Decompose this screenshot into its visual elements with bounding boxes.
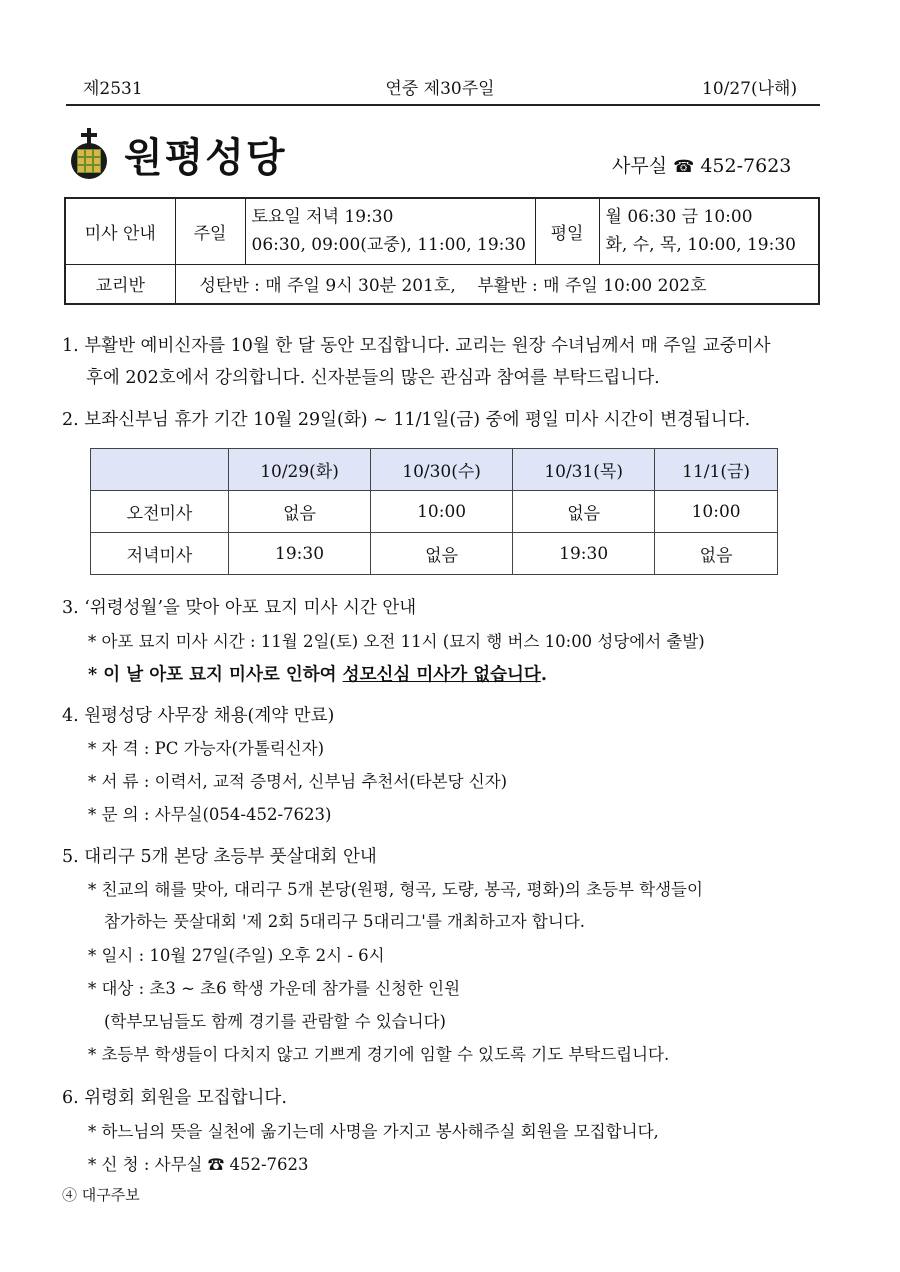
notice-3-sub2-period: . — [540, 665, 547, 685]
notice-3-sub2-underlined: 성모신심 미사가 없습니다 — [342, 665, 541, 685]
notice-3-sub1: * 아포 묘지 미사 시간 : 11월 2일(토) 오전 11시 (묘지 행 버스 10:00 성당에서 출발) — [88, 632, 705, 651]
vacation-table-header: 10/30(수) — [371, 449, 513, 491]
table-cell: 없음 — [229, 491, 371, 533]
notice-6-sub1: * 하느님의 뜻을 실천에 옮기는데 사명을 가지고 봉사해주실 회원을 모집합니다, — [88, 1122, 659, 1141]
notice-6-sub2 — [88, 1150, 309, 1180]
vacation-table-header: 11/1(금) — [655, 449, 778, 491]
table-cell: 없음 — [371, 533, 513, 575]
sunday-label: 주일 — [175, 198, 245, 264]
notice-3-sub2-text: * 이 날 아포 묘지 미사로 인하여 — [88, 665, 343, 685]
office-label: 사무실 — [612, 155, 668, 177]
telephone-icon: ☎ — [673, 157, 695, 177]
issue-number: 제2531 — [83, 79, 143, 99]
table-cell: 19:30 — [513, 533, 655, 575]
weekday-times-line1: 월 06:30 금 10:00 — [605, 207, 753, 228]
notice-1-line1: 1. 부활반 예비신자를 10월 한 달 동안 모집합니다. 교리는 원장 수녀님께서 매 주일 교중미사 — [62, 336, 771, 356]
vacation-table-corner — [91, 449, 229, 491]
table-cell: 19:30 — [229, 533, 371, 575]
sunday-times-line2: 06:30, 09:00(교중), 11:00, 19:30 — [251, 235, 526, 256]
notice-3: 3. ‘위령성월’을 맞아 아포 묘지 미사 시간 안내 — [62, 598, 417, 618]
notice-5-sub3b: (학부모님들도 함께 경기를 관람할 수 있습니다) — [104, 1012, 446, 1031]
notice-6-sub2-text: * 신 청 : 사무실 — [88, 1155, 208, 1174]
table-cell: 저녁미사 — [91, 533, 229, 575]
office-contact — [612, 151, 791, 178]
weekday-times — [599, 198, 819, 264]
church-name-title: 원평성당 — [124, 135, 287, 181]
vacation-table-header: 10/31(목) — [513, 449, 655, 491]
vacation-table-header: 10/29(화) — [229, 449, 371, 491]
table-cell: 없음 — [513, 491, 655, 533]
notice-3-sub2 — [88, 660, 547, 690]
table-row — [91, 533, 778, 575]
notice-4-sub1: * 자 격 : PC 가능자(가톨릭신자) — [88, 739, 325, 758]
telephone-icon: ☎ — [207, 1155, 225, 1174]
issue-date: 10/27(나해) — [702, 79, 798, 99]
table-cell: 없음 — [655, 533, 778, 575]
notice-5: 5. 대리구 5개 본당 초등부 풋살대회 안내 — [62, 847, 377, 867]
weekday-times-line2: 화, 수, 목, 10:00, 19:30 — [605, 235, 796, 256]
notice-6: 6. 위령회 회원을 모집합니다. — [62, 1088, 287, 1108]
notice-5-sub1b: 참가하는 풋살대회 '제 2회 5대리구 5대리그'를 개최하고자 합니다. — [104, 912, 585, 931]
mass-schedule-table — [64, 197, 820, 305]
notice-4-sub3: * 문 의 : 사무실(054-452-7623) — [88, 805, 332, 824]
sunday-times-line1: 토요일 저녁 19:30 — [251, 207, 394, 228]
liturgical-week: 연중 제30주일 — [385, 79, 495, 99]
notice-5-sub1: * 친교의 해를 맞아, 대리구 5개 본당(원평, 형곡, 도량, 봉곡, 평화)의 초등부 학생들이 — [88, 880, 703, 899]
office-phone: 452-7623 — [700, 155, 792, 177]
table-cell: 10:00 — [655, 491, 778, 533]
table-cell: 10:00 — [371, 491, 513, 533]
notice-4: 4. 원평성당 사무장 채용(계약 만료) — [62, 706, 335, 726]
notice-5-sub4: * 초등부 학생들이 다치지 않고 기쁘게 경기에 임할 수 있도록 기도 부탁드립니다. — [88, 1045, 670, 1064]
notice-4-sub2: * 서 류 : 이력서, 교적 증명서, 신부님 추천서(타본당 신자) — [88, 772, 508, 791]
mass-info-label: 미사 안내 — [65, 198, 175, 264]
notice-5-sub2: * 일시 : 10월 27일(주일) 오후 2시 - 6시 — [88, 946, 385, 965]
table-cell: 오전미사 — [91, 491, 229, 533]
notice-6-sub2-phone: 452-7623 — [224, 1155, 309, 1174]
header-rule — [66, 104, 820, 106]
sunday-times — [245, 198, 535, 264]
vacation-table-header-row — [91, 449, 778, 491]
page-footer: ④ 대구주보 — [62, 1186, 140, 1204]
weekday-label: 평일 — [535, 198, 599, 264]
notice-1-line2: 후에 202호에서 강의합니다. 신자분들의 많은 관심과 참여를 부탁드립니다. — [86, 368, 660, 388]
church-logo-icon — [66, 128, 112, 180]
table-row — [91, 491, 778, 533]
catechism-text: 성탄반 : 매 주일 9시 30분 201호, 부활반 : 매 주일 10:00 202호 — [175, 264, 819, 304]
vacation-mass-table — [90, 448, 778, 575]
catechism-label: 교리반 — [65, 264, 175, 304]
notice-2: 2. 보좌신부님 휴가 기간 10월 29일(화) ~ 11/1일(금) 중에 평일 미사 시간이 변경됩니다. — [62, 410, 751, 430]
notice-5-sub3: * 대상 : 초3 ~ 초6 학생 가운데 참가를 신청한 인원 — [88, 979, 461, 998]
